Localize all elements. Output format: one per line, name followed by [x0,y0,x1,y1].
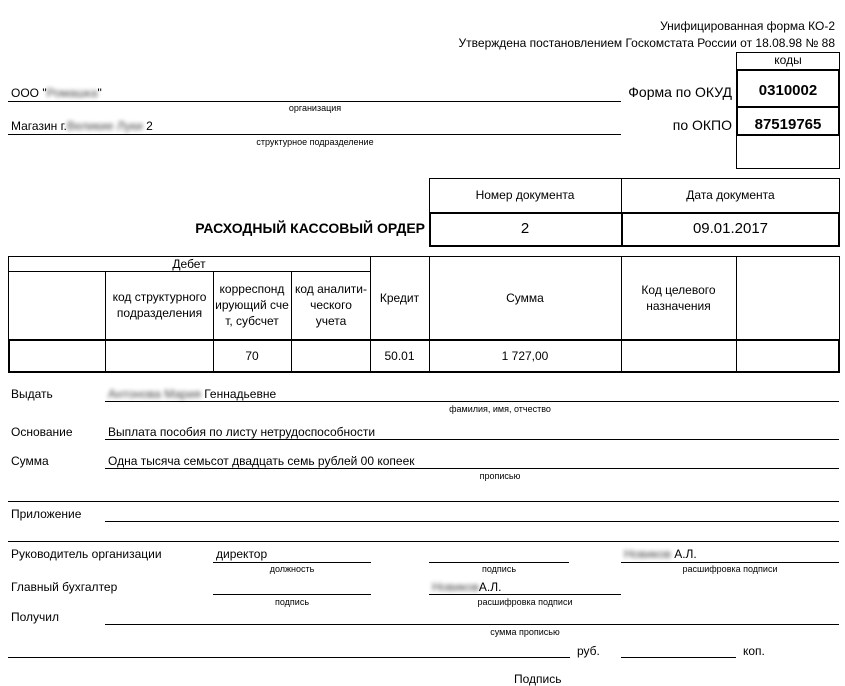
row-credit: 50.01 [384,349,415,363]
col-analytic-code: код аналити-ческого учета [294,282,367,328]
debit-header: Дебет [172,257,206,271]
col-amount: Сумма [506,291,544,305]
col-corr-account: корреспонд ирующий счет, субсчет [215,282,289,328]
head-label: Руководитель организации [11,547,162,561]
doc-number: 2 [520,220,530,237]
sum-caption: прописью [479,471,521,481]
approved-text: Утверждена постановлением Госкомстата России от 18.08.98 № 88 [458,36,835,50]
issue-label: Выдать [11,387,53,401]
received-label: Получил [11,610,59,624]
kop-label: коп. [743,644,765,658]
head-decode-caption: расшифровка подписи [682,564,778,574]
head-position-caption: должность [269,564,315,574]
basis-label: Основание [11,425,73,439]
chief-decode-caption: расшифровка подписи [477,597,573,607]
sum-label: Сумма [11,454,49,468]
head-name-redacted: Новиков [624,547,671,561]
organization-name: ООО "Ромашка" [11,86,102,100]
head-signature-caption: подпись [481,564,517,574]
col-unit-code: код структурного подразделения [112,290,207,320]
chief-accountant-name: НовиковА.Л. [432,580,502,594]
amount-words-caption: сумма прописью [490,627,560,637]
doc-date-header: Дата документа [686,188,775,202]
issue-value: Антонова Мария Геннадьевне [108,387,277,401]
row-amount: 1 727,00 [501,349,549,363]
attachment-label: Приложение [11,507,82,521]
head-name: Новиков А.Л. [624,547,697,561]
basis-value: Выплата пособия по листу нетрудоспособности [108,425,376,439]
structural-unit-redacted: Великие Луки [66,119,143,133]
okud-value: 0310002 [758,82,818,99]
col-purpose: Код целевого назначения [641,283,716,313]
col-credit: Кредит [379,291,420,305]
codes-title: коды [774,53,802,67]
issue-redacted: Антонова Мария [108,387,201,401]
okpo-value: 87519765 [754,116,822,133]
doc-date: 09.01.2017 [692,220,769,237]
organization-name-redacted: Ромашка [46,86,98,100]
chief-accountant-label: Главный бухгалтер [11,580,118,594]
chief-signature-caption: подпись [274,597,310,607]
signature-label: Подпись [514,672,562,686]
form-name: Унифицированная форма КО-2 [660,19,835,33]
rub-label: руб. [577,644,600,658]
structural-unit-caption: структурное подразделение [256,137,374,147]
sum-value: Одна тысяча семьсот двадцать семь рублей 00 копеек [108,454,415,468]
row-corr-account: 70 [245,349,259,363]
issue-caption: фамилия, имя, отчество [449,404,551,414]
doc-number-header: Номер документа [475,188,575,202]
structural-unit: Магазин г.Великие Луки 2 [11,119,153,133]
okpo-label: по ОКПО [672,117,732,133]
okud-label: Форма по ОКУД [628,84,732,100]
head-position: директор [216,547,268,561]
organization-caption: организация [288,103,342,113]
chief-accountant-redacted: Новиков [432,580,479,594]
document-title: РАСХОДНЫЙ КАССОВЫЙ ОРДЕР [195,220,425,236]
